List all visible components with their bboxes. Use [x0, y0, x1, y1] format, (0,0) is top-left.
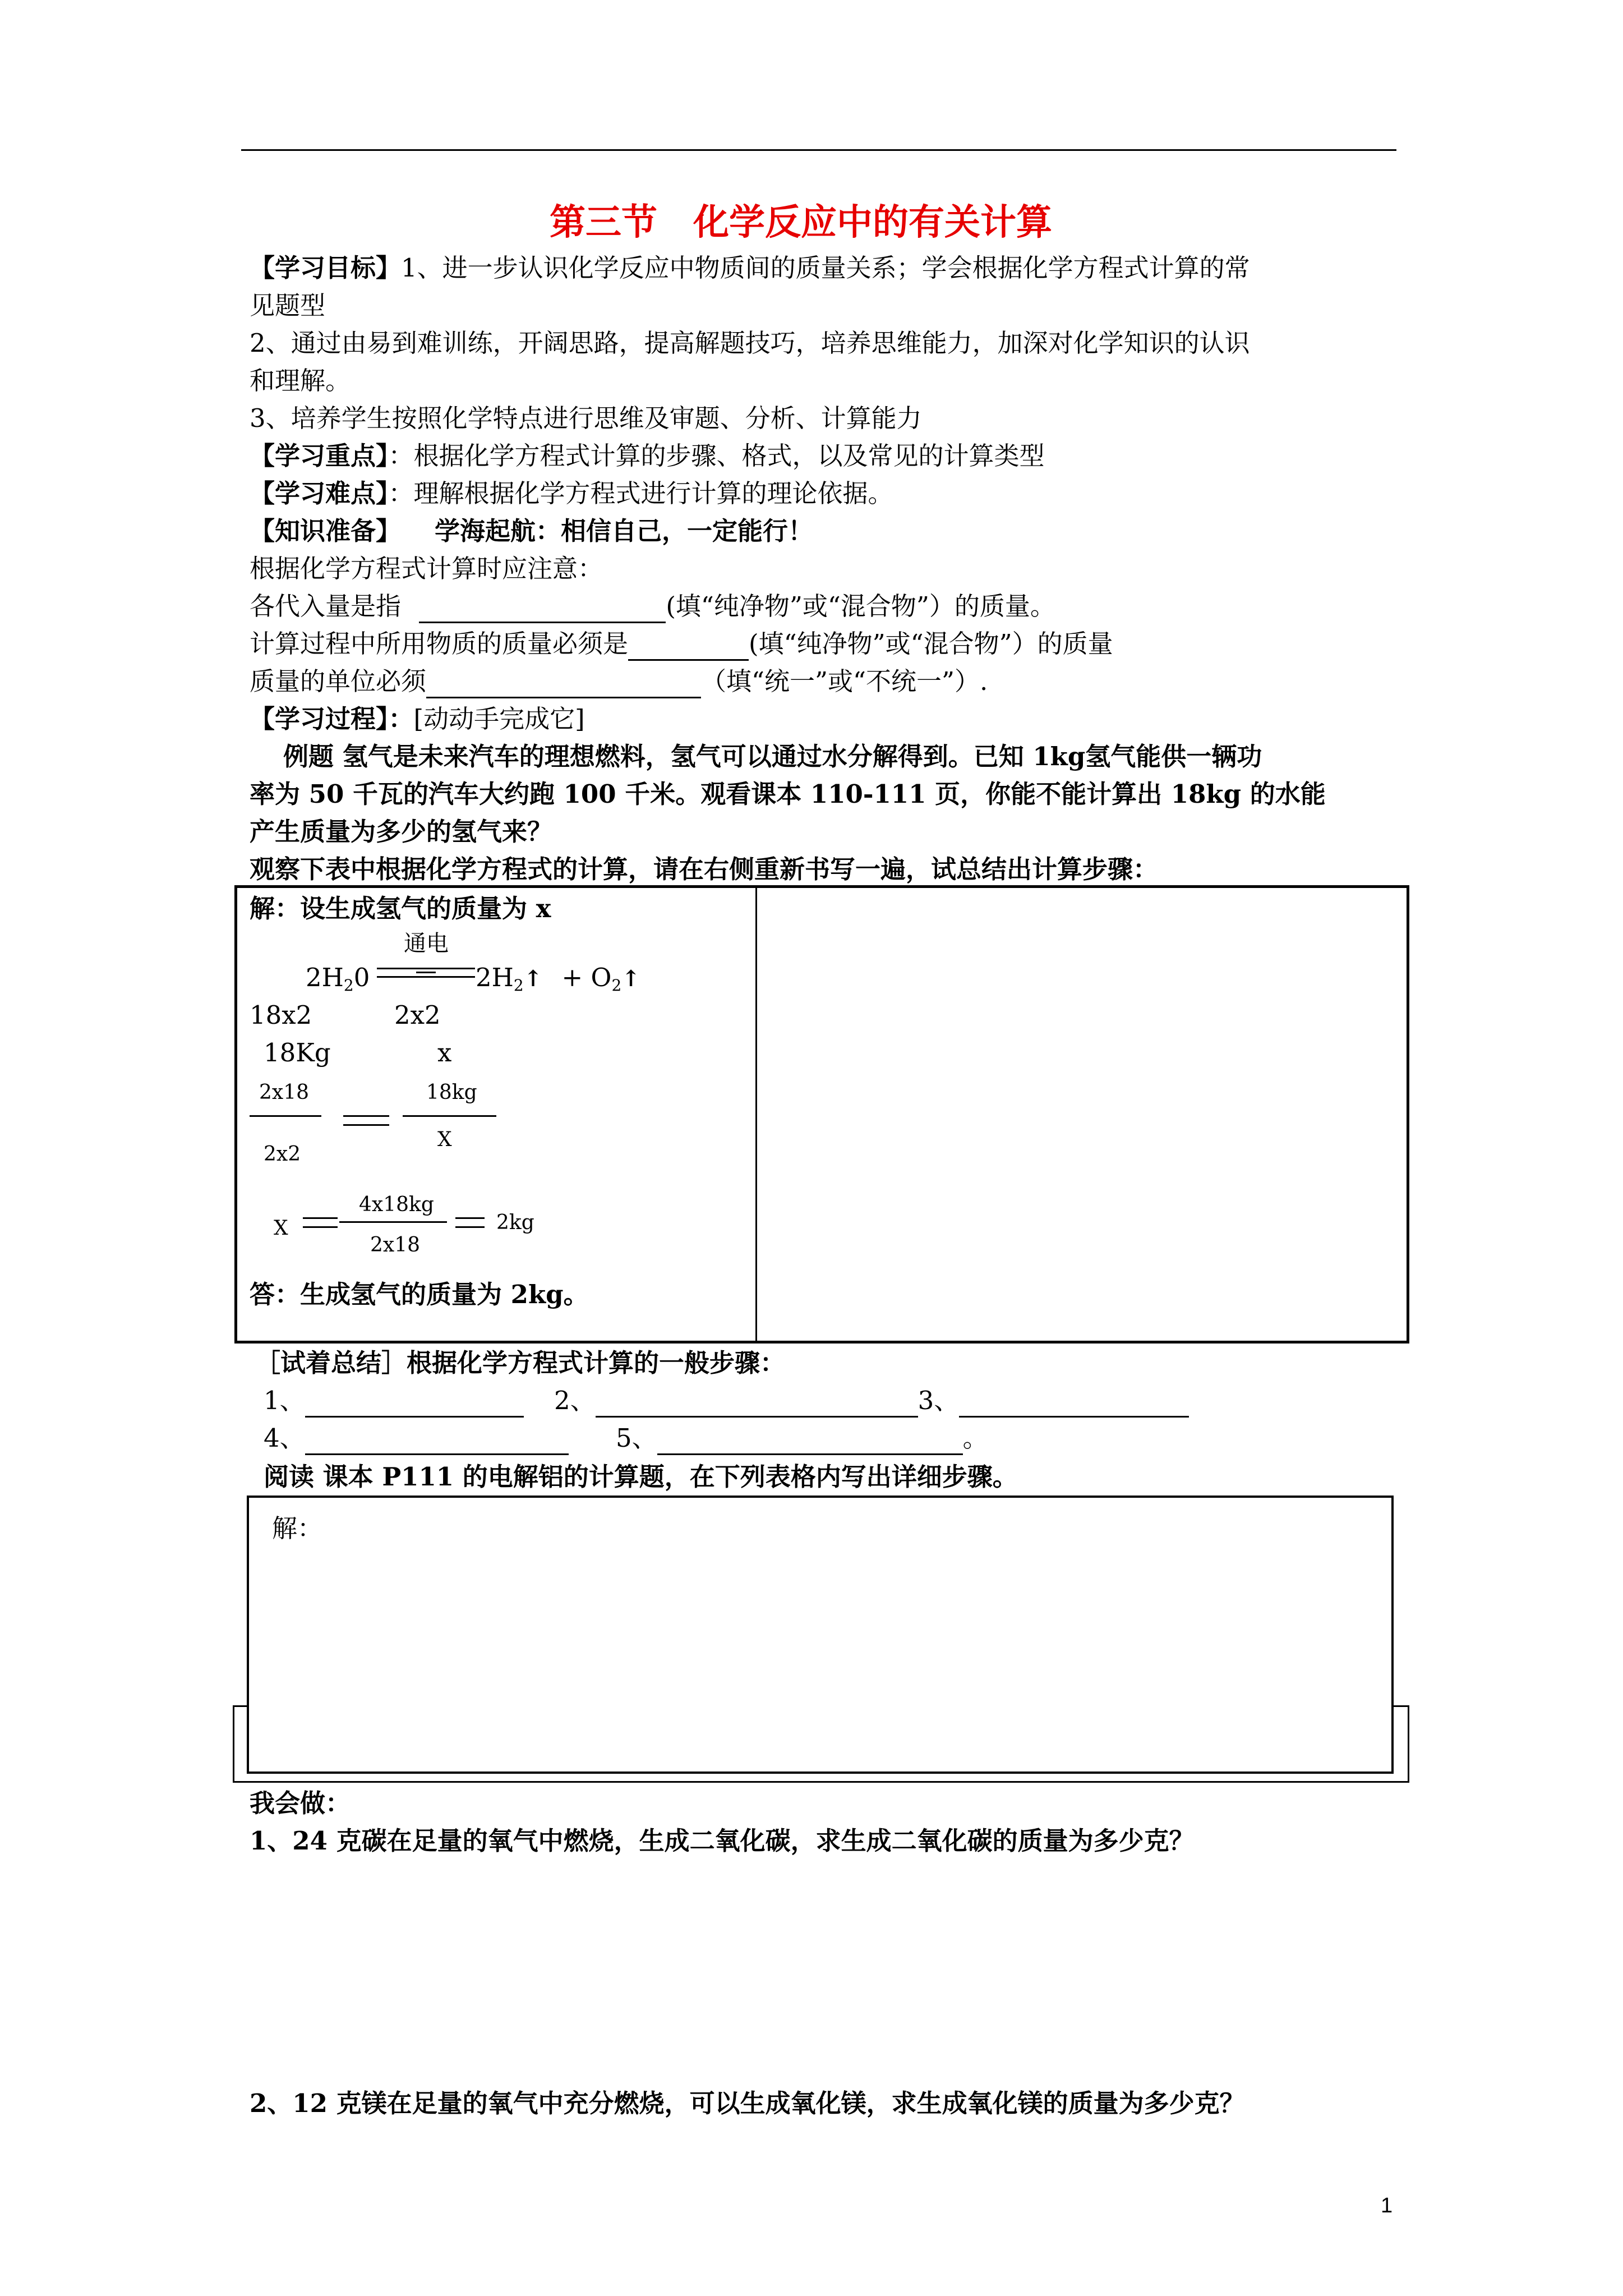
observe-line: 观察下表中根据化学方程式的计算，请在右侧重新书写一遍，试总结出计算步骤： [250, 854, 1159, 884]
rewrite-area[interactable] [758, 888, 1407, 1341]
equals-sign-1a [343, 1115, 389, 1117]
equals-sign-2b [303, 1226, 338, 1228]
objectives-line-1b: 见题型 [250, 291, 326, 320]
objectives-line-1: 【学习目标】1、进一步认识化学反应中物质间的质量关系；学会根据化学方程式计算的常 [250, 253, 1250, 283]
known-left: 18Kg [264, 1038, 331, 1068]
prep-intro: 根据化学方程式计算时应注意： [250, 554, 603, 583]
answer-box-label: 解： [272, 1513, 323, 1543]
frac2-line [403, 1115, 496, 1117]
example-line-3: 产生质量为多少的氢气来？ [250, 817, 553, 846]
reactant: $2H_20$ [306, 963, 370, 995]
known-right: x [437, 1038, 452, 1068]
step-blank-3[interactable] [959, 1391, 1189, 1418]
outer-frame-left [233, 1705, 234, 1783]
header-rule [241, 149, 1396, 151]
prep-question-2: 计算过程中所用物质的质量必须是 (填“纯净物”或“混合物”）的质量 [250, 627, 1113, 661]
x-label: X [274, 1217, 288, 1240]
frac3-line [339, 1221, 447, 1223]
frac1-numerator: 2x18 [259, 1081, 310, 1104]
equals-sign-3a [455, 1217, 485, 1219]
equation-bar-mid [416, 972, 436, 973]
page-number: 1 [1381, 2194, 1393, 2217]
page-title: 第三节 化学反应中的有关计算 [550, 201, 1052, 243]
frac1-line [250, 1115, 321, 1117]
equation-bar-bottom [377, 976, 475, 978]
example-line-2: 率为 50 千瓦的汽车大约跑 100 千米。观看课本 110-111 页，你能不能计算出 18kg 的水能 [250, 779, 1326, 809]
solution-intro: 解：设生成氢气的质量为 x [250, 894, 551, 923]
practice-question-2: 2、12 克镁在足量的氧气中充分燃烧，可以生成氧化镁，求生成氧化镁的质量为多少克？ [250, 2088, 1245, 2118]
reading-instruction: 阅读 课本 P111 的电解铝的计算题，在下列表格内写出详细步骤。 [264, 1462, 1018, 1492]
gas-arrow-icon: ↑ [621, 965, 640, 992]
blank-1[interactable] [419, 597, 666, 623]
difficulty-line: 【学习难点】：理解根据化学方程式进行计算的理论依据。 [250, 478, 893, 508]
outer-frame-bottom [233, 1781, 1409, 1783]
frac1-denominator: 2x2 [264, 1143, 301, 1166]
objectives-line-3: 3、培养学生按照化学特点进行思维及审题、分析、计算能力 [250, 403, 922, 433]
reaction-condition: 通电 [404, 931, 449, 956]
answer-box[interactable] [247, 1496, 1394, 1774]
solution-table-divider [755, 885, 757, 1343]
objectives-line-2b: 和理解。 [250, 366, 351, 395]
step-blank-5[interactable] [657, 1429, 963, 1455]
frac3-numerator: 4x18kg [359, 1193, 434, 1216]
process-line: 【学习过程】：[动动手完成它] [250, 704, 585, 734]
objectives-line-2: 2、通过由易到难训练，开阔思路，提高解题技巧，培养思维能力，加深对化学知识的认识 [250, 328, 1250, 358]
example-line-1: 例题 氢气是未来汽车的理想燃料，氢气可以通过水分解得到。已知 1kg氢气能供一辆功 [283, 742, 1262, 771]
equation-bar-top [377, 968, 475, 969]
frac3-denominator: 2x18 [370, 1234, 421, 1257]
step-blank-2[interactable] [596, 1391, 918, 1418]
solution-answer: 答：生成氢气的质量为 2kg。 [250, 1280, 589, 1309]
step-blank-4[interactable] [305, 1429, 569, 1455]
objectives-label: 【学习目标】 [250, 253, 402, 283]
summary-steps-2: 4、 5、 。 [264, 1421, 988, 1455]
mass-ratio-left: 18x2 [250, 1000, 312, 1030]
frac2-numerator: 18kg [426, 1081, 477, 1104]
gas-arrow-icon: ↑ [523, 965, 543, 992]
practice-question-1: 1、24 克碳在足量的氧气中燃烧，生成二氧化碳，求生成二氧化碳的质量为多少克？ [250, 1826, 1195, 1856]
focus-line: 【学习重点】：根据化学方程式计算的步骤、格式，以及常见的计算类型 [250, 441, 1045, 471]
mass-ratio-right: 2x2 [394, 1000, 441, 1030]
step-blank-1[interactable] [305, 1391, 524, 1418]
prep-question-1: 各代入量是指 (填“纯净物”或“混合物”）的质量。 [250, 590, 1055, 623]
summary-steps-1: 1、 2、 3、 [264, 1384, 1189, 1418]
outer-frame-right [1408, 1705, 1409, 1783]
result: 2kg [496, 1211, 534, 1234]
blank-3[interactable] [426, 672, 701, 698]
blank-2[interactable] [628, 634, 749, 661]
prep-question-3: 质量的单位必须 （填“统一”或“不统一”）. [250, 665, 988, 698]
practice-label: 我会做： [250, 1788, 351, 1818]
prep-line: 【知识准备】 学海起航：相信自己，一定能行！ [250, 516, 814, 546]
summary-label: ［试着总结］根据化学方程式计算的一般步骤： [255, 1348, 786, 1378]
practice-answer-area-1[interactable] [250, 1862, 1394, 2070]
equals-sign-1b [343, 1124, 389, 1126]
equals-sign-2a [303, 1217, 338, 1219]
frac2-denominator: X [437, 1128, 452, 1151]
equals-sign-3b [455, 1226, 485, 1228]
products: $2H_2↑$ + $O_2↑$ [476, 963, 640, 995]
